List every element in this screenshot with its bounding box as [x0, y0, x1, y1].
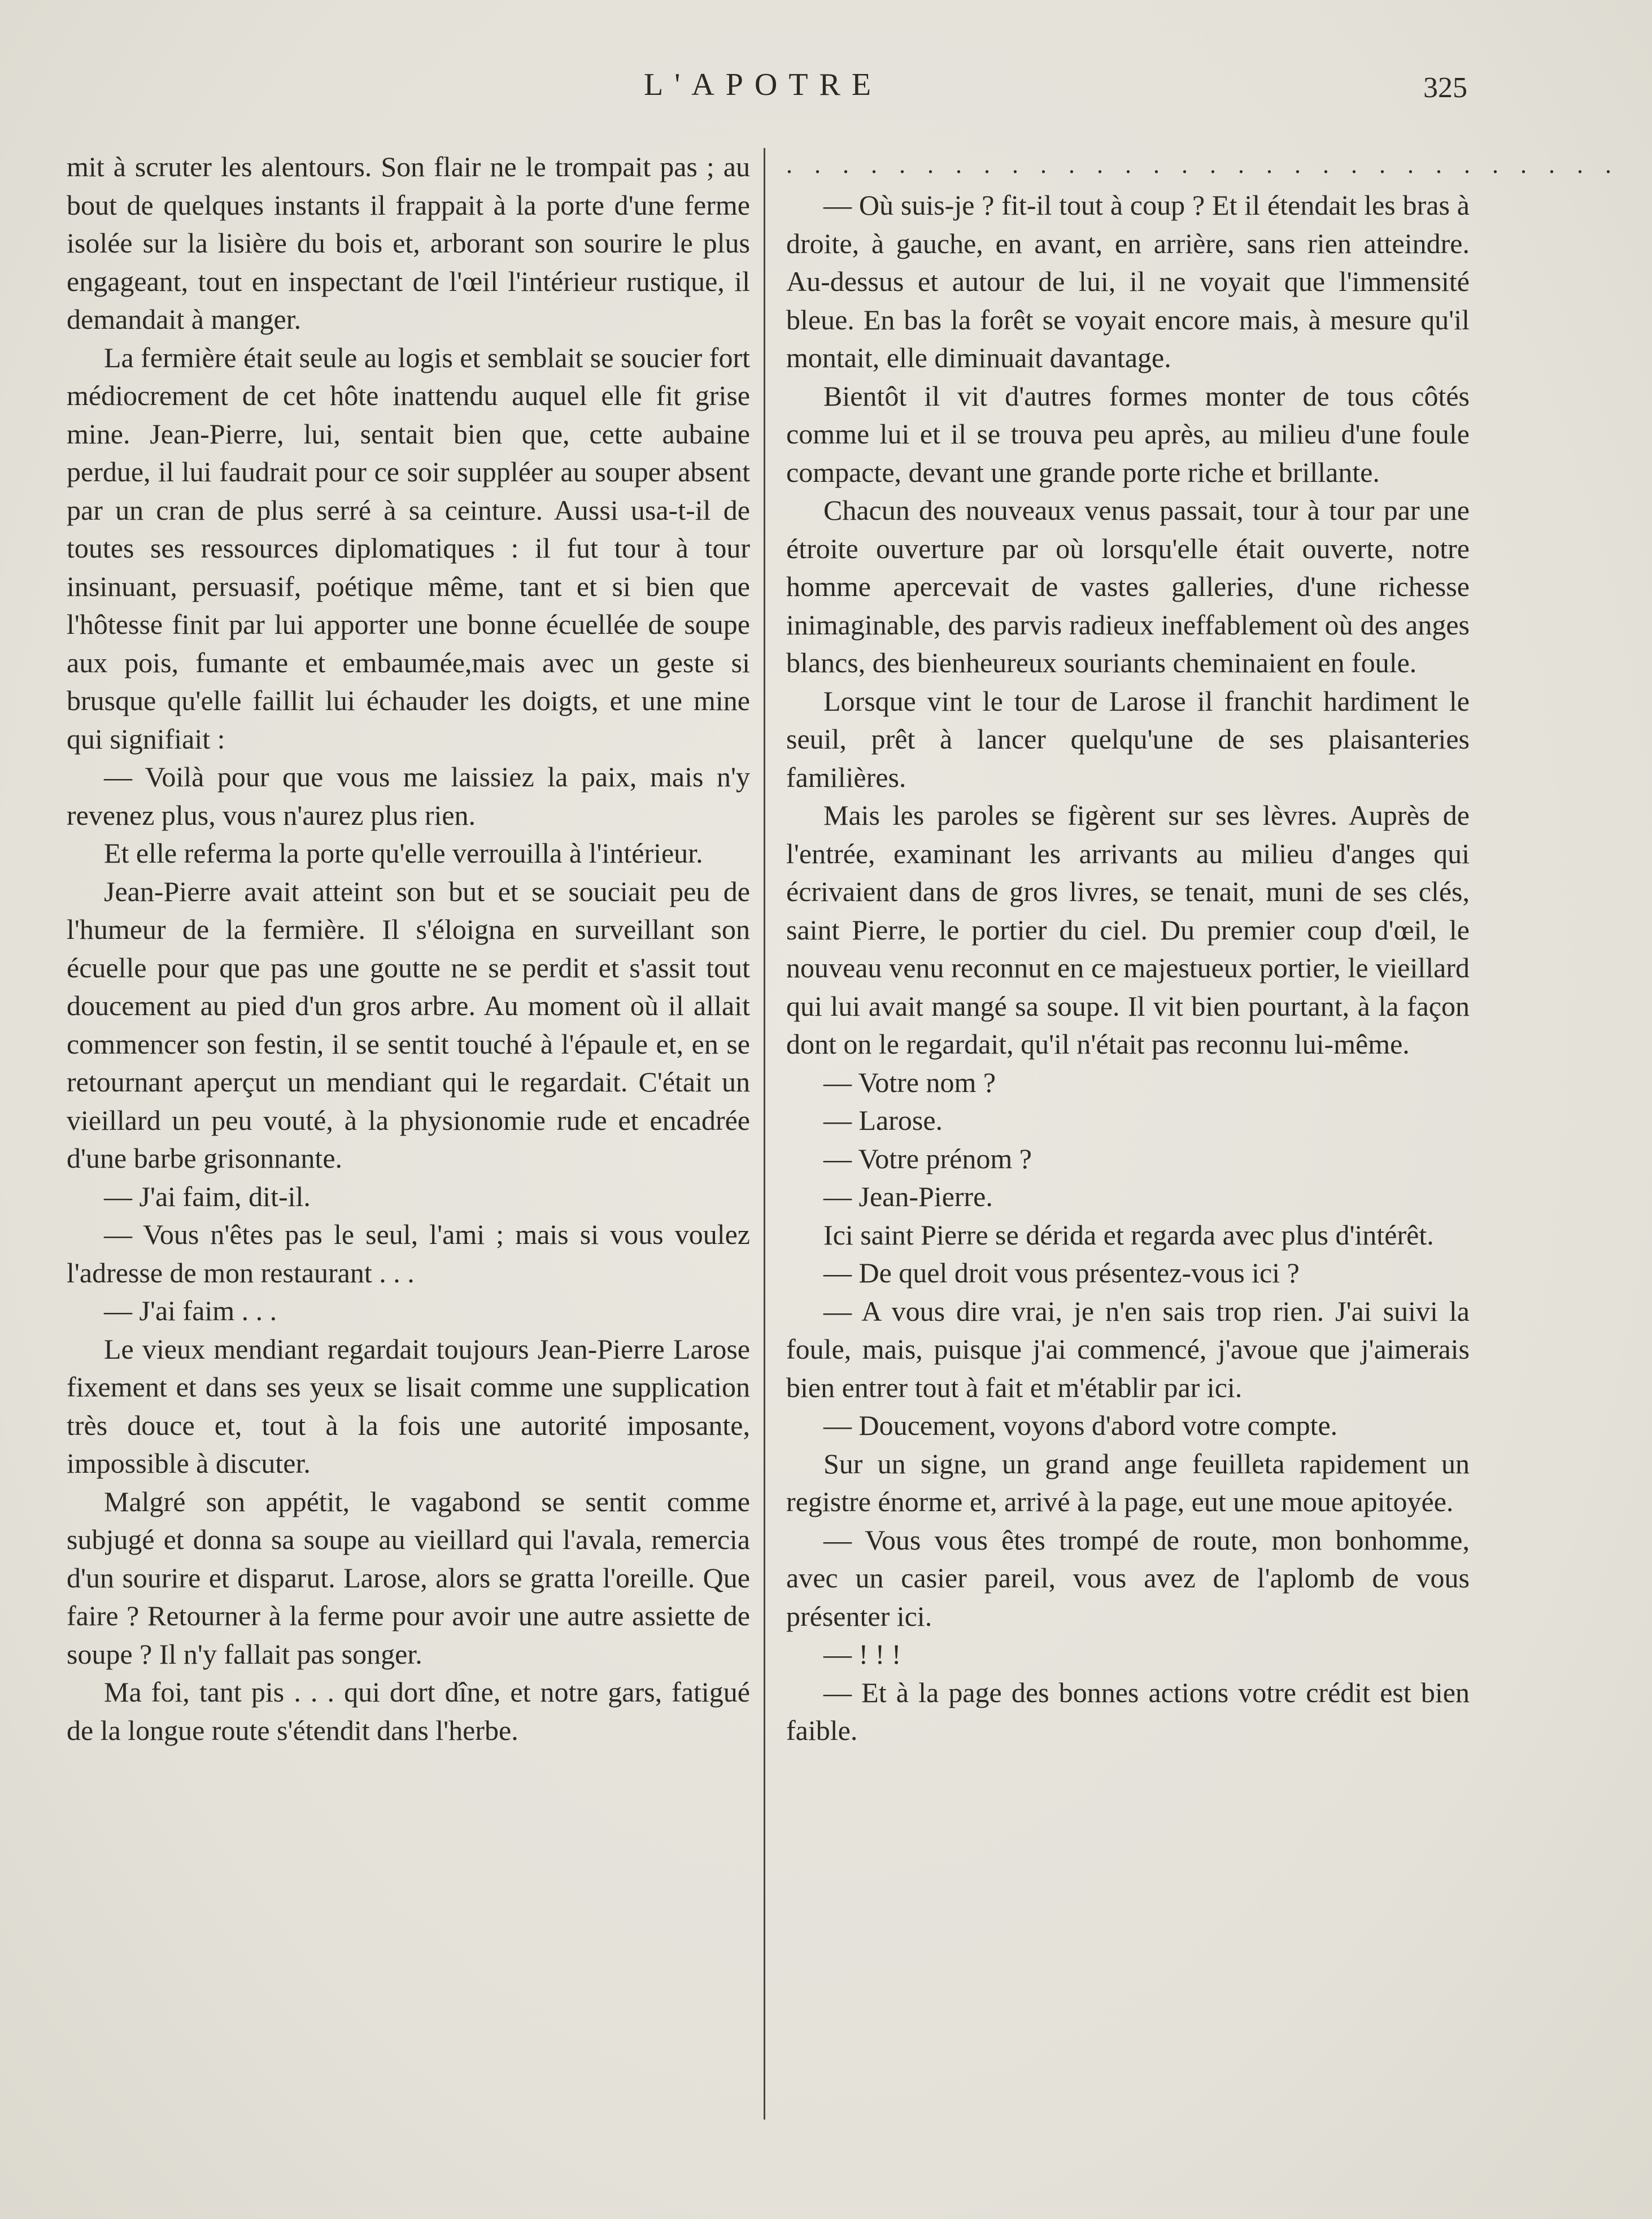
paragraph: — Jean-Pierre.	[823, 1181, 993, 1212]
paragraph: — Vous n'êtes pas le seul, l'ami ; mais si vous voulez l'adresse de mon restaurant . . .	[67, 1219, 750, 1289]
left-column	[67, 148, 750, 1750]
paragraph: Ma foi, tant pis . . . qui dort dîne, et notre gars, fatigué de la longue route s'étendit dans l'herbe.	[67, 1676, 750, 1746]
paragraph: mit à scruter les alentours. Son flair ne le trompait pas ; au bout de quelques instants il frappait à la porte d'une ferme isolée sur la lisière du bois et, arborant son sourire le plus engageant, tout en inspectant de l'œil l'intérieur rustique, il demandait à manger.	[67, 151, 750, 335]
page-number: 325	[1423, 72, 1467, 104]
paragraph: Lorsque vint le tour de Larose il franchit hardiment le seuil, prêt à lancer quelqu'une de ses plaisanteries familières.	[786, 685, 1470, 793]
paragraph: Ici saint Pierre se dérida et regarda avec plus d'intérêt.	[823, 1219, 1434, 1251]
paragraph: — Voilà pour que vous me laissiez la paix, mais n'y revenez plus, vous n'aurez plus rien.	[67, 761, 750, 831]
paragraph: — Votre nom ?	[823, 1066, 996, 1098]
paragraph: — A vous dire vrai, je n'en sais trop rien. J'ai suivi la foule, mais, puisque j'ai commencé, j'avoue que j'aimerais bien entrer tout à fait et m'établir par ici.	[786, 1295, 1470, 1403]
paragraph: — J'ai faim, dit-il.	[104, 1180, 311, 1212]
paragraph: — Votre prénom ?	[823, 1142, 1032, 1174]
paragraph: — De quel droit vous présentez-vous ici ?	[823, 1257, 1300, 1289]
paragraph: — Et à la page des bonnes actions votre crédit est bien faible.	[786, 1676, 1470, 1746]
paragraph: Jean-Pierre avait atteint son but et se souciait peu de l'humeur de la fermière. Il s'éloigna en surveillant son écuelle pour que pas une goutte ne se perdit et s'assit tout doucement au pied d'un gros arbre. Au moment où il allait commencer son festin, il se sentit touché à l'épaule et, en se retournant aperçut un mendiant qui le regardait. C'était un vieillard un peu vouté, à la physionomie rude et encadrée d'une barbe grisonnante.	[67, 875, 750, 1174]
paragraph: — ! ! !	[823, 1638, 901, 1670]
paragraph: Bientôt il vit d'autres formes monter de tous côtés comme lui et il se trouva peu après, au milieu d'une foule compacte, devant une grande porte riche et brillante.	[786, 380, 1470, 488]
running-title: L'APOTRE	[644, 67, 883, 102]
section-break-dots: . . . . . . . . . . . . . . . . . . . . . . . . . . . . . .	[786, 151, 1619, 179]
paragraph: Mais les paroles se figèrent sur ses lèvres. Auprès de l'entrée, examinant les arrivants au milieu d'anges qui écrivaient dans de gros livres, se tenait, muni de ses clés, saint Pierre, le portier du ciel. Du premier coup d'œil, le nouveau venu reconnut en ce majestueux portier, le vieillard qui lui avait mangé sa soupe. Il vit bien pourtant, à la façon dont on le regardait, qu'il n'était pas reconnu lui-même.	[786, 799, 1470, 1060]
column-divider	[764, 148, 765, 2120]
paragraph: La fermière était seule au logis et semblait se soucier fort médiocrement de cet hôte inattendu auquel elle fit grise mine. Jean-Pierre, lui, sentait bien que, cette aubaine perdue, il lui faudrait pour ce soir suppléer au souper absent par un cran de plus serré à sa ceinture. Aussi usa-t-il de toutes ses ressources diplomatiques : il fut tour à tour insinuant, persuasif, poétique même, tant et si bien que l'hôtesse finit par lui apporter une bonne écuellée de soupe aux pois, fumante et embaumée,mais avec un geste si brusque qu'elle faillit lui échauder les doigts, et une mine qui signifiait :	[67, 341, 750, 755]
right-column	[786, 186, 1470, 1750]
paragraph: Et elle referma la porte qu'elle verrouilla à l'intérieur.	[104, 837, 703, 869]
paragraph: Sur un signe, un grand ange feuilleta rapidement un registre énorme et, arrivé à la page, eut une moue apitoyée.	[786, 1447, 1470, 1517]
paragraph: Le vieux mendiant regardait toujours Jean-Pierre Larose fixement et dans ses yeux se lisait comme une supplication très douce et, tout à la fois une autorité imposante, impossible à discuter.	[67, 1333, 750, 1479]
paragraph: — Doucement, voyons d'abord votre compte.	[823, 1409, 1338, 1441]
paragraph: Chacun des nouveaux venus passait, tour à tour par une étroite ouverture par où lorsqu'elle était ouverte, notre homme apercevait de vastes galleries, d'une richesse inimaginable, des parvis radieux ineffablement où des anges blancs, des bienheureux souriants cheminaient en foule.	[786, 494, 1470, 678]
paragraph: — Larose.	[823, 1104, 943, 1136]
paragraph: — J'ai faim . . .	[104, 1295, 277, 1326]
paragraph: — Où suis-je ? fit-il tout à coup ? Et il étendait les bras à droite, à gauche, en avant, en arrière, sans rien atteindre. Au-dessus et autour de lui, il ne voyait que l'immensité bleue. En bas la forêt se voyait encore mais, à mesure qu'il montait, elle diminuait davantage.	[786, 189, 1470, 373]
paragraph: — Vous vous êtes trompé de route, mon bonhomme, avec un casier pareil, vous avez de l'aplomb de vous présenter ici.	[786, 1524, 1470, 1632]
paragraph: Malgré son appétit, le vagabond se sentit comme subjugé et donna sa soupe au vieillard qui l'avala, remercia d'un sourire et disparut. Larose, alors se gratta l'oreille. Que faire ? Retourner à la ferme pour avoir une autre assiette de soupe ? Il n'y fallait pas songer.	[67, 1485, 750, 1670]
